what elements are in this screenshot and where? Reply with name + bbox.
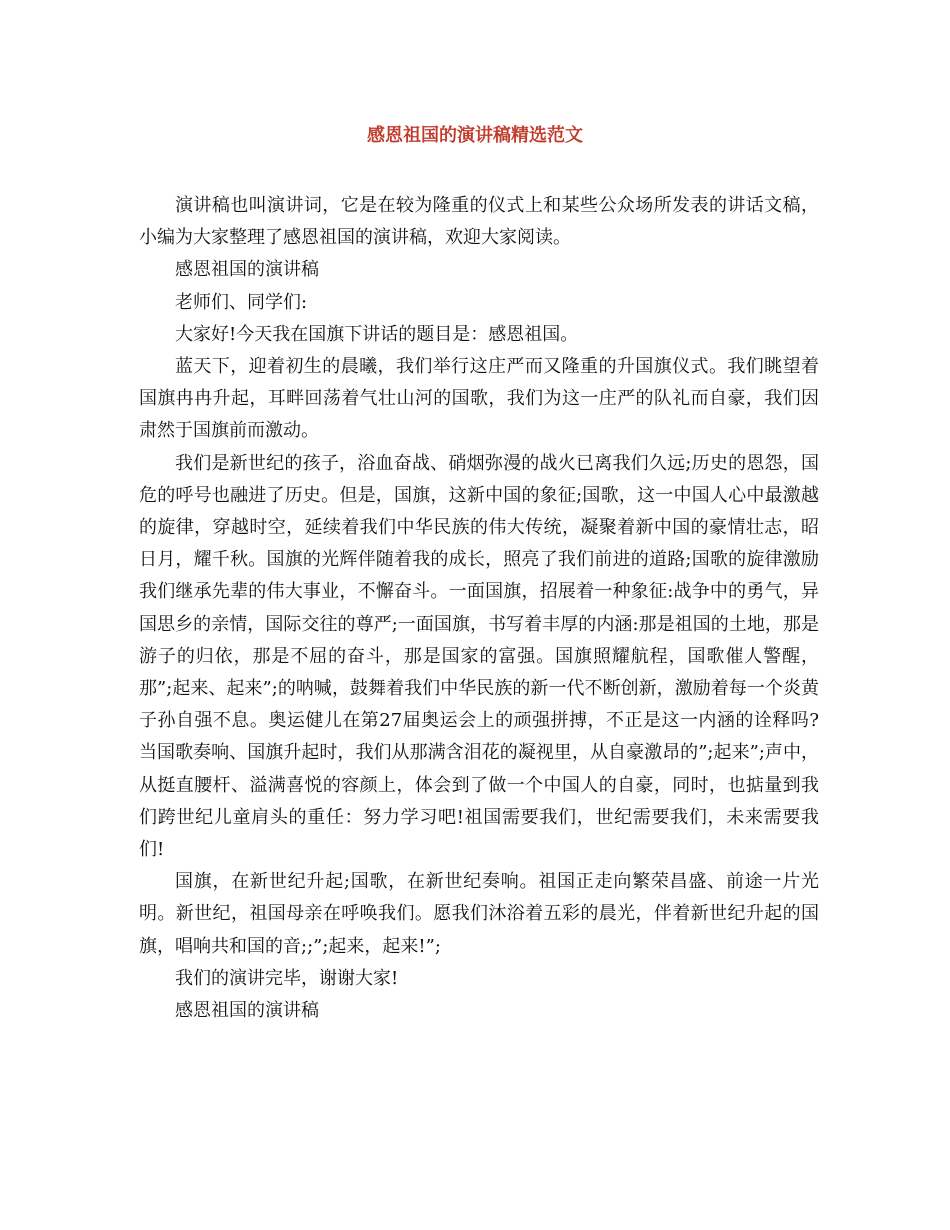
document-title: 感恩祖国的演讲稿精选范文 [367, 125, 583, 146]
speech-heading: 感恩祖国的演讲稿 [175, 259, 319, 281]
salutation: 老师们、同学们: [175, 291, 308, 313]
body-paragraph: 我们是新世纪的孩子，浴血奋战、硝烟弥漫的战火已离我们久远;历史的恩怨，国危的呼号也融进了历史。但是，国旗，这新中国的象征;国歌，这一中国人心中最激越的旋律，穿越时空，延续着我们中华民族的伟大传统，凝聚着新中国的豪情壮志，昭日月，耀千秋。国旗的光辉伴随着我的成长，照亮了我们前进的道路;国歌的旋律激励我们继承先辈的伟大事业，不懈奋斗。一面国旗，招展着一种象征:战争中的勇气，异国思乡的亲情，国际交往的尊严;一面国旗，书写着丰厚的内涵:那是祖国的土地，那是游子的归依，那是不屈的奋斗，那是国家的富强。国旗照耀航程，国歌催人警醒，那”;起来、起来”;的呐喊，鼓舞着我们中华民族的新一代不断创新，激励着每一个炎黄子孙自强不息。奥运健儿在第27届奥运会上的顽强拼搏，不正是这一内涵的诠释吗?当国歌奏响、国旗升起时，我们从那满含泪花的凝视里，从自豪激昂的”;起来”;声中，从挺直腰杆、溢满喜悦的容颜上，体会到了做一个中国人的自豪，同时，也掂量到我们跨世纪儿童肩头的重任：努力学习吧!祖国需要我们，世纪需要我们，未来需要我们! [139, 452, 819, 861]
body-paragraph: 国旗，在新世纪升起;国歌，在新世纪奏响。祖国正走向繁荣昌盛、前途一片光明。新世纪，祖国母亲在呼唤我们。愿我们沐浴着五彩的晨光，伴着新世纪升起的国旗，唱响共和国的音;;”;起来，起来!”; [139, 871, 819, 957]
intro-paragraph: 演讲稿也叫演讲词，它是在较为隆重的仪式上和某些公众场所发表的讲话文稿，小编为大家整理了感恩祖国的演讲稿，欢迎大家阅读。 [139, 195, 819, 249]
document-body [139, 190, 819, 1027]
body-paragraph: 蓝天下，迎着初生的晨曦，我们举行这庄严而又隆重的升国旗仪式。我们眺望着国旗冉冉升起，耳畔回荡着气壮山河的国歌，我们为这一庄严的队礼而自豪，我们因肃然于国旗前而激动。 [139, 356, 819, 442]
greeting-paragraph: 大家好!今天我在国旗下讲话的题目是：感恩祖国。 [175, 323, 579, 345]
speech-heading: 感恩祖国的演讲稿 [175, 1000, 319, 1022]
closing-paragraph: 我们的演讲完毕，谢谢大家! [175, 967, 399, 989]
